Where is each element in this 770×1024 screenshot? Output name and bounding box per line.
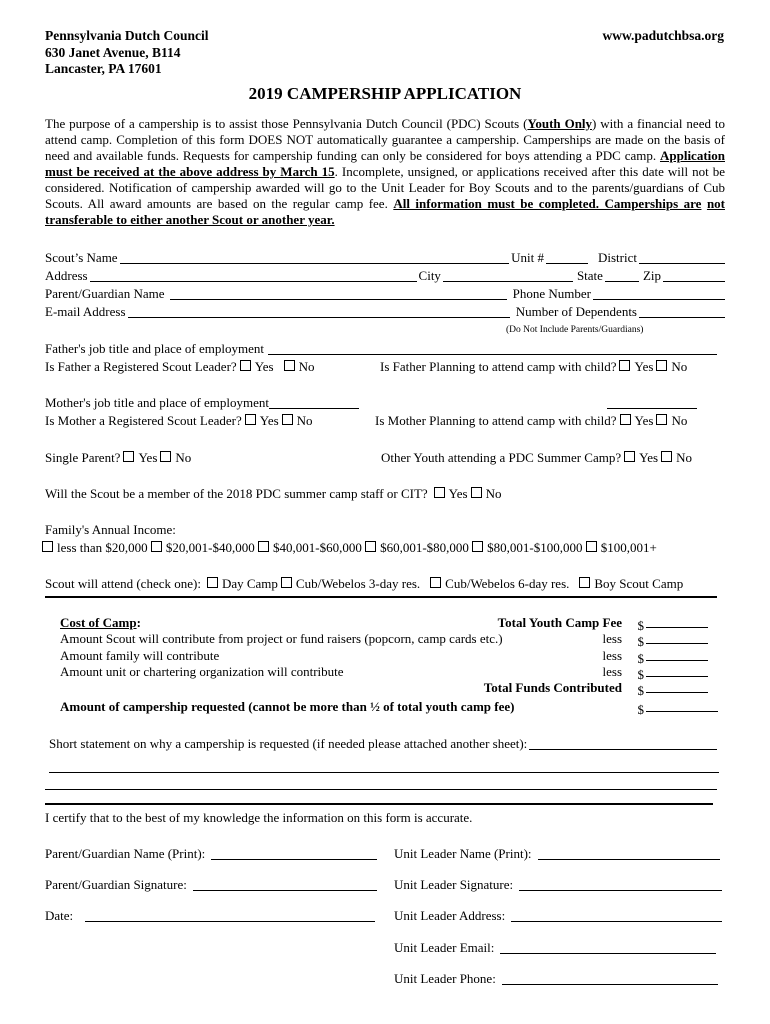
mother-job-field[interactable]	[269, 396, 359, 409]
attend-boy-scout-checkbox[interactable]	[579, 577, 590, 588]
ul-phone-row	[394, 971, 720, 987]
income-checkbox-2[interactable]	[151, 541, 162, 552]
attend-option-cub6: Cub/Webelos 6-day res.	[445, 576, 570, 591]
zip-field[interactable]	[663, 269, 725, 282]
total-contributed-field[interactable]	[638, 680, 711, 699]
income-option-3: $40,001-$60,000	[272, 540, 362, 555]
father-camp-question	[380, 359, 687, 375]
ul-addr-row	[394, 908, 724, 924]
council-city: Lancaster, PA 17601	[45, 61, 162, 76]
father-leader-question	[45, 359, 315, 375]
intro-not-transferable: not transferable to either another Scout or another year.	[45, 196, 725, 227]
city-field[interactable]	[443, 269, 573, 282]
mother-job-label: Mother's job title and place of employment	[45, 395, 270, 410]
council-name: Pennsylvania Dutch Council	[45, 28, 209, 43]
total-contributed-blank[interactable]	[646, 680, 708, 693]
income-checkbox-6[interactable]	[586, 541, 597, 552]
attend-option-cub3: Cub/Webelos 3-day res.	[295, 576, 421, 591]
income-option-1: less than $20,000	[57, 540, 148, 555]
unit-label: Unit #	[511, 250, 544, 265]
other-youth-label: Other Youth attending a PDC Summer Camp?	[381, 450, 622, 465]
mother-job-field-end[interactable]	[607, 396, 697, 409]
mother-camp-label: Is Mother Planning to attend camp with child?	[375, 413, 617, 428]
parent-name-label: Parent/Guardian Name	[45, 286, 165, 301]
option-no: No	[485, 486, 502, 501]
unit-field[interactable]	[546, 251, 588, 264]
statement-field[interactable]	[529, 737, 717, 750]
council-website: www.padutchbsa.org	[602, 28, 724, 43]
email-field[interactable]	[128, 305, 510, 318]
campership-requested-field[interactable]	[638, 699, 721, 718]
income-label: Family's Annual Income:	[45, 522, 176, 537]
pg-sig-field[interactable]	[193, 878, 377, 891]
date-field[interactable]	[85, 909, 375, 922]
cost-row-scout	[60, 631, 720, 650]
mother-camp-yes-checkbox[interactable]	[620, 414, 631, 425]
cost-row-total-fee	[60, 615, 720, 631]
ul-addr-label: Unit Leader Address:	[394, 908, 506, 923]
state-label: State	[576, 268, 603, 283]
staff-question	[45, 486, 501, 502]
dependents-label: Number of Dependents	[515, 304, 637, 319]
city-label: City	[418, 268, 441, 283]
dollar-sign: $	[637, 702, 644, 718]
ul-email-row	[394, 940, 718, 956]
income-option-5: $80,001-$100,000	[487, 540, 583, 555]
ul-sig-row	[394, 877, 724, 893]
council-address-block	[45, 28, 209, 78]
mother-camp-no-checkbox[interactable]	[656, 414, 667, 425]
father-camp-label: Is Father Planning to attend camp with child?	[380, 359, 617, 374]
option-no: No	[298, 359, 315, 374]
father-job-row	[45, 341, 719, 357]
cost-row-requested	[60, 699, 720, 718]
phone-field[interactable]	[593, 287, 725, 300]
cost-row-family	[60, 648, 720, 664]
ul-sig-label: Unit Leader Signature:	[394, 877, 514, 892]
dollar-sign: $	[637, 666, 644, 682]
option-yes: Yes	[138, 450, 158, 465]
page-title: 2019 CAMPERSHIP APPLICATION	[248, 84, 522, 103]
ul-name-row	[394, 846, 722, 862]
attend-day-camp-checkbox[interactable]	[207, 577, 218, 588]
cost-row-total-contrib	[60, 680, 720, 699]
statement-line-2[interactable]	[45, 789, 717, 790]
option-no: No	[296, 413, 313, 428]
cost-of-camp-section	[60, 615, 720, 716]
district-field[interactable]	[639, 251, 725, 264]
attend-option-day-camp: Day Camp	[221, 576, 278, 591]
option-yes: Yes	[634, 359, 654, 374]
single-yes-checkbox[interactable]	[123, 451, 134, 462]
less-label: less	[602, 663, 622, 679]
option-yes: Yes	[259, 413, 279, 428]
ul-phone-field[interactable]	[502, 972, 718, 985]
pg-sig-row	[45, 877, 379, 893]
single-no-checkbox[interactable]	[160, 451, 171, 462]
option-yes: Yes	[254, 359, 274, 374]
campership-requested-blank[interactable]	[646, 699, 718, 712]
mother-job-row	[45, 395, 699, 411]
email-row	[45, 304, 727, 320]
scout-contribution-blank[interactable]	[646, 631, 708, 644]
other-youth-no-checkbox[interactable]	[661, 451, 672, 462]
dollar-sign: $	[637, 618, 644, 633]
intro-text-2: ) with a financial need to attend camp. Completion of this form DOES NOT automatically guarantee a campership. Camperships are made on the basis of need and available funds. Requests for campership funding can only be considered for boys attending a PDC camp.	[45, 116, 725, 163]
total-fee-label: Total Youth Camp Fee	[497, 615, 622, 630]
statement-row	[49, 736, 719, 752]
intro-youth-only: Youth Only	[527, 116, 593, 131]
income-options	[42, 540, 657, 556]
dollar-sign: $	[637, 683, 644, 699]
scout-contribution-label: Amount Scout will contribute from project or fund raisers (popcorn, camp cards etc.)	[60, 631, 503, 647]
ul-email-label: Unit Leader Email:	[394, 940, 495, 955]
option-no: No	[671, 359, 688, 374]
intro-all-info: All information must be completed. Camperships are	[393, 196, 702, 211]
option-no: No	[175, 450, 192, 465]
option-yes: Yes	[634, 413, 654, 428]
date-label: Date:	[45, 908, 74, 923]
cost-heading-text: Cost of Camp	[60, 615, 137, 630]
zip-label: Zip	[642, 268, 661, 283]
ul-name-field[interactable]	[538, 847, 720, 860]
attend-cub6-checkbox[interactable]	[430, 577, 441, 588]
father-leader-no-checkbox[interactable]	[284, 360, 295, 371]
intro-text-1: The purpose of a campership is to assist those Pennsylvania Dutch Council (PDC) Scouts (	[45, 116, 528, 131]
family-contribution-label: Amount family will contribute	[60, 647, 220, 663]
total-fee-blank[interactable]	[646, 615, 708, 628]
statement-label: Short statement on why a campership is requested (if needed please attached another sheet):	[49, 736, 528, 751]
ul-phone-label: Unit Leader Phone:	[394, 971, 496, 986]
ul-email-field[interactable]	[500, 941, 716, 954]
statement-line-1[interactable]	[49, 772, 719, 773]
intro-text-3: . Incomplete, unsigned, or applications received after this date will not be considered. Notification of campership awarded will go to the Unit Leader for Boy Scouts and to the parents/guardians of Cub Scouts. All award amounts are based on the regular camp fee.	[45, 164, 726, 211]
date-row	[45, 908, 377, 924]
scout-name-label: Scout’s Name	[45, 250, 118, 265]
single-parent-label: Single Parent?	[45, 450, 121, 465]
staff-no-checkbox[interactable]	[471, 487, 482, 498]
dollar-sign: $	[637, 650, 644, 666]
attend-label: Scout will attend (check one):	[45, 576, 201, 591]
income-option-4: $60,001-$80,000	[380, 540, 469, 555]
address-field[interactable]	[90, 269, 417, 282]
income-checkbox-1[interactable]	[42, 541, 53, 552]
mother-leader-question	[45, 413, 313, 429]
income-option-6: $100,001+	[600, 540, 657, 555]
father-camp-yes-checkbox[interactable]	[619, 360, 630, 371]
income-checkbox-5[interactable]	[472, 541, 483, 552]
campership-requested-label: Amount of campership requested (cannot be more than ½ of total youth camp fee)	[60, 699, 515, 715]
staff-label: Will the Scout be a member of the 2018 PDC summer camp staff or CIT?	[45, 486, 428, 501]
scout-name-field[interactable]	[120, 251, 510, 264]
mother-leader-label: Is Mother a Registered Scout Leader?	[45, 413, 242, 428]
staff-yes-checkbox[interactable]	[434, 487, 445, 498]
attend-option-boy-scout: Boy Scout Camp	[594, 576, 684, 591]
certify-text: I certify that to the best of my knowledge the information on this form is accurate.	[45, 810, 473, 825]
father-camp-no-checkbox[interactable]	[656, 360, 667, 371]
mother-leader-no-checkbox[interactable]	[282, 414, 293, 425]
state-field[interactable]	[605, 269, 639, 282]
pg-name-label: Parent/Guardian Name (Print):	[45, 846, 206, 861]
mother-camp-question	[375, 413, 687, 429]
family-contribution-blank[interactable]	[646, 648, 708, 661]
pg-name-row	[45, 846, 379, 862]
income-checkbox-4[interactable]	[365, 541, 376, 552]
cost-row-unit	[60, 664, 720, 680]
father-job-field[interactable]	[268, 342, 717, 355]
income-option-2: $20,001-$40,000	[165, 540, 255, 555]
pg-name-field[interactable]	[211, 847, 377, 860]
intro-paragraph	[45, 116, 725, 228]
parent-name-field[interactable]	[170, 287, 506, 300]
option-no: No	[671, 413, 688, 428]
mother-leader-yes-checkbox[interactable]	[245, 414, 256, 425]
total-contributed-label: Total Funds Contributed	[483, 680, 622, 696]
intro-deadline: Application must be received at the above address by March 15	[45, 148, 725, 179]
attend-cub3-checkbox[interactable]	[281, 577, 292, 588]
section-divider-2	[45, 803, 713, 805]
other-youth-question	[381, 450, 692, 466]
ul-addr-field[interactable]	[511, 909, 722, 922]
attend-row	[45, 576, 683, 592]
email-label: E-mail Address	[45, 304, 126, 319]
father-leader-yes-checkbox[interactable]	[240, 360, 251, 371]
income-checkbox-3[interactable]	[258, 541, 269, 552]
phone-label: Phone Number	[512, 286, 591, 301]
less-label: less	[602, 631, 622, 647]
single-parent-question	[45, 450, 191, 466]
cost-heading	[60, 615, 141, 631]
father-job-label: Father's job title and place of employment	[45, 341, 264, 356]
pg-sig-label: Parent/Guardian Signature:	[45, 877, 187, 892]
unit-contribution-blank[interactable]	[646, 664, 708, 677]
section-divider-1	[45, 596, 717, 598]
address-row	[45, 268, 727, 284]
unit-contribution-label: Amount unit or chartering organization will contribute	[60, 663, 344, 679]
parent-row	[45, 286, 727, 302]
father-leader-label: Is Father a Registered Scout Leader?	[45, 359, 237, 374]
address-label: Address	[45, 268, 88, 283]
dollar-sign: $	[637, 634, 644, 650]
council-street: 630 Janet Avenue, B114	[45, 44, 181, 60]
dependents-field[interactable]	[639, 305, 725, 318]
ul-sig-field[interactable]	[519, 878, 722, 891]
ul-name-label: Unit Leader Name (Print):	[394, 846, 532, 861]
other-youth-yes-checkbox[interactable]	[624, 451, 635, 462]
district-label: District	[598, 250, 637, 265]
option-yes: Yes	[448, 486, 468, 501]
less-label: less	[602, 647, 622, 663]
option-yes: Yes	[639, 450, 659, 465]
cost-heading-colon: :	[136, 615, 141, 630]
dependents-note: (Do Not Include Parents/Guardians)	[506, 325, 644, 335]
scout-name-row	[45, 250, 727, 266]
option-no: No	[676, 450, 692, 465]
